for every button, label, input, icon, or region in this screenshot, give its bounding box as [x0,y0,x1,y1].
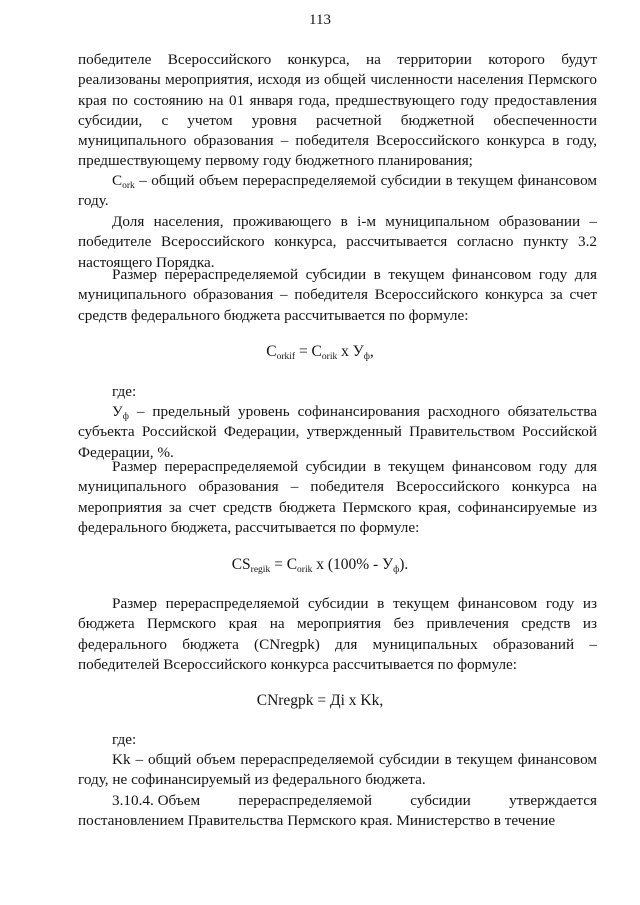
paragraph-7: Размер перераспределяемой субсидии в текущем финансовом году из бюджета Пермского края на мероприятия без привлечения средств из федерального бюджета (CNregpk) для муниципальных образований – победителей Всероссийского конкурса рассчитывается по формуле: [78,595,597,673]
where-label-1: где: [112,383,137,400]
symbol-c: C [112,172,123,189]
formula-3: CNregpk = Дi x Kk, [256,692,384,709]
where-label-2: где: [112,731,137,748]
paragraph-2-text: – общий объем перераспределяемой субсидии в текущем финансовом году. [78,172,597,210]
paragraph-9 [78,791,597,832]
symbol-subscript: ork [122,181,135,191]
paragraph-5: $У_ф$ – предельный уровень софинансирования расходного обязательства субъекта Российской Федерации, утвержденный Правительством Российской Федерации, %. [78,403,597,461]
formula-2: $CS_{regik} = C_{orik}$ x $(100\% - У_ф)$. [231,556,409,575]
paragraph-3: Доля населения, проживающего в i-м муниципальном образовании – победителе Всероссийского конкурса, рассчитывается согласно пункту 3.2 настоящего Порядка. [78,213,597,271]
paragraph-2 [78,171,597,212]
paragraph-6: Размер перераспределяемой субсидии в текущем финансовом году для муниципального образования – победителя Всероссийского конкурса на мероприятия за счет средств бюджета Пермского края, софинансируемые из федерального бюджета, рассчитывается по формуле: [78,458,597,536]
page-number: 113 [309,12,331,28]
paragraph-4: Размер перераспределяемой субсидии в текущем финансовом году для муниципального образования – победителя Всероссийского конкурса за счет средств федерального бюджета рассчитывается по формуле: [78,266,597,324]
paragraph-9-line-1: 3.10.4. Объем перераспределяемой субсидии утверждается [112,792,597,809]
paragraph-1: победителе Всероссийского конкурса, на территории которого будут реализованы мероприятия, исходя из общей численности населения Пермского края по состоянию на 01 января года, предшествующего году предоставления субсидии, с учетом уровня расчетной бюджетной обеспеченности муниципального образования – победителя Всероссийского конкурса в году, предшествующему первому году бюджетного планирования; [78,51,597,170]
formula-1: $C_{orkif} = C_{orik}$ x $У_ф$, [266,343,374,362]
paragraph-8: Kk – общий объем перераспределяемой субсидии в текущем финансовом году, не софинансируемый из федерального бюджета. [78,751,597,789]
paragraph-9-line-2: постановлением Правительства Пермского края. Министерство в течение [78,812,556,830]
